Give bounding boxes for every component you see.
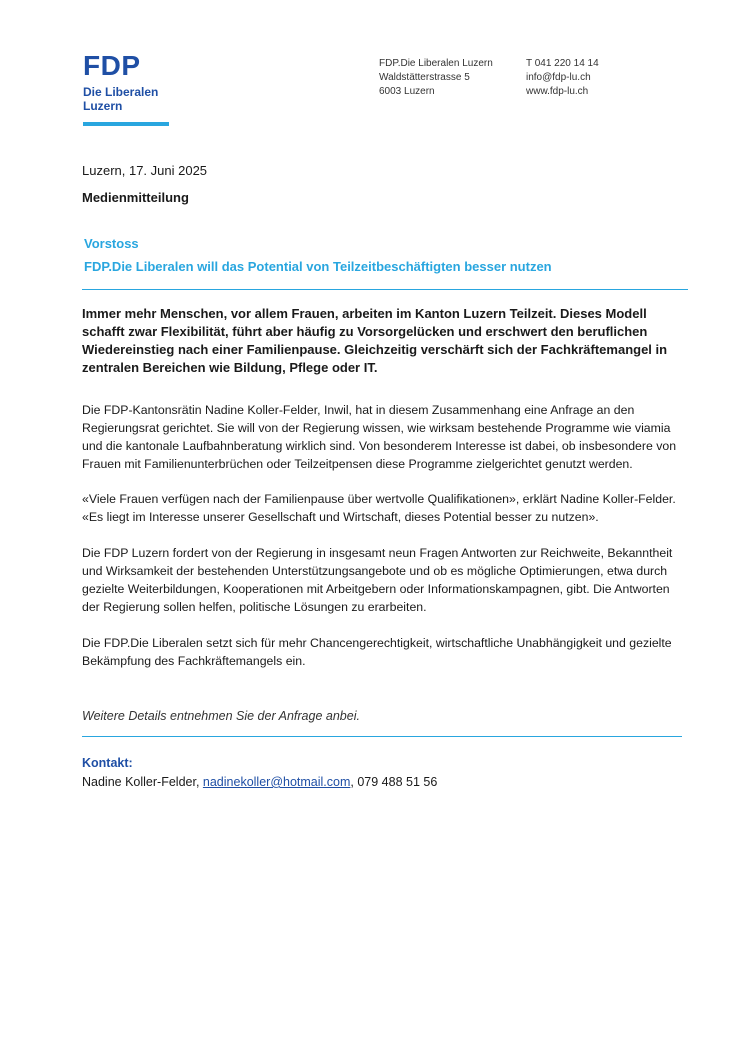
date-line: Luzern, 17. Juni 2025	[82, 163, 208, 178]
contact-line	[82, 775, 437, 789]
body-paragraph: «Viele Frauen verfügen nach der Familienpause über wertvolle Qualifikationen», erklärt Nadine Koller-Felder. «Es liegt im Interesse unserer Gesellschaft und Wirtschaft, dieses Potential besser zu nutzen».	[82, 492, 676, 524]
document-type: Medienmitteilung	[82, 190, 189, 205]
address-block	[379, 57, 493, 99]
phone-number: T 041 220 14 14	[526, 58, 599, 69]
address-line: 6003 Luzern	[379, 86, 435, 97]
attachment-note: Weitere Details entnehmen Sie der Anfrage anbei.	[82, 709, 360, 723]
body-paragraph: Die FDP Luzern fordert von der Regierung in insgesamt neun Fragen Antworten zur Reichweite, Bekanntheit und Wirksamkeit der bestehenden Unterstützungsangebote und ob es mögliche Optimierungen, etwa durch gezielte Weiterbildungen, Kooperationen mit Arbeitgebern oder Informationskampagnen, gibt. Die Antworten der Regierung sollen helfen, politische Lösungen zu erarbeiten.	[82, 546, 673, 614]
body-paragraph: Die FDP.Die Liberalen setzt sich für mehr Chancengerechtigkeit, wirtschaftliche Unabhängigkeit und gezielte Bekämpfung des Fachkräftemangels ein.	[82, 636, 672, 668]
header-contact-block	[526, 57, 599, 99]
body-paragraph: Die FDP-Kantonsrätin Nadine Koller-Felder, Inwil, hat in diesem Zusammenhang eine Anfrage an den Regierungsrat gerichtet. Sie will von der Regierung wissen, wie wirksam bestehende Programme wie viamia und die kantonale Laufbahnberatung wirklich sind. Von besonderem Interesse ist dabei, ob insbesondere von Frauen mit Familienunterbrüchen oder Teilzeitpensen diese Programme zielgerichtet genutzt werden.	[82, 403, 677, 471]
contact-name: Nadine Koller-Felder,	[82, 775, 203, 789]
logo-underline	[83, 122, 169, 126]
address-line: Waldstätterstrasse 5	[379, 72, 470, 83]
logo-line-1: Die Liberalen	[83, 85, 159, 99]
logo-subtitle	[83, 85, 173, 113]
headline: FDP.Die Liberalen will das Potential von Teilzeitbeschäftigten besser nutzen	[84, 259, 552, 274]
contact-email-link[interactable]: nadinekoller@hotmail.com	[202, 775, 351, 789]
divider	[82, 289, 688, 290]
fdp-logo	[83, 52, 173, 126]
address-line: FDP.Die Liberalen Luzern	[379, 58, 493, 69]
lead-paragraph: Immer mehr Menschen, vor allem Frauen, arbeiten im Kanton Luzern Teilzeit. Dieses Modell schafft zwar Flexibilität, führt aber häufig zu Vorsorgelücken und erschwert den beruflichen Wiedereinstieg nach einer Familienpause. Gleichzeitig verschärft sich der Fachkräftemangel in zentralen Bereichen wie Bildung, Pflege oder IT.	[82, 306, 668, 375]
contact-phone: , 079 488 51 56	[350, 775, 438, 789]
contact-heading: Kontakt:	[82, 756, 133, 770]
logo-brand: FDP	[83, 50, 141, 81]
divider	[82, 736, 682, 737]
email-address[interactable]: info@fdp-lu.ch	[526, 72, 591, 83]
website-url[interactable]: www.fdp-lu.ch	[526, 86, 589, 97]
logo-line-2: Luzern	[83, 99, 123, 113]
kicker: Vorstoss	[84, 236, 139, 251]
